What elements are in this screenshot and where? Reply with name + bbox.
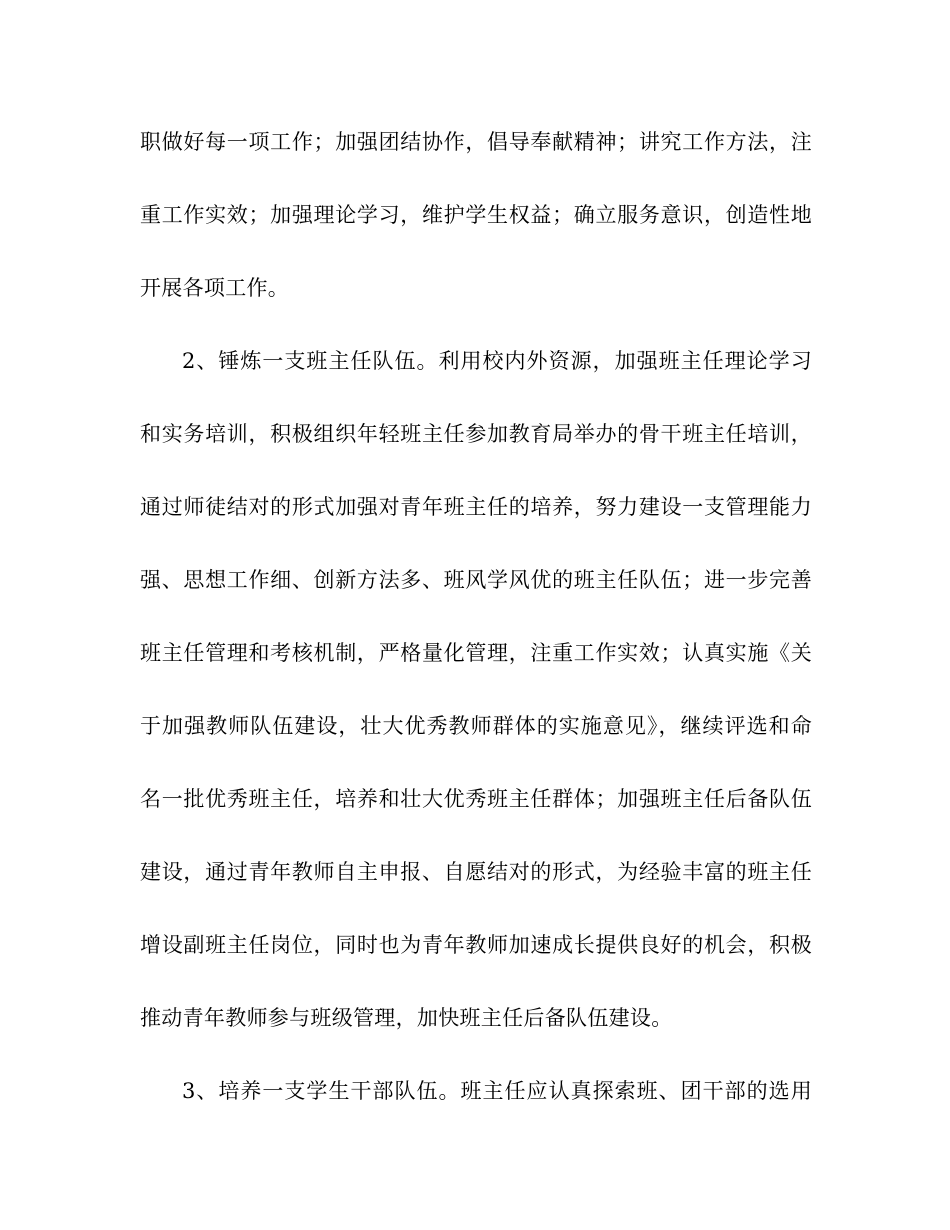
- paragraph-2-line-3: 通过师徒结对的形式加强对青年班主任的培养，努力建设一支管理能力: [140, 495, 812, 519]
- paragraph-2-line-4: 强、思想工作细、创新方法多、班风学风优的班主任队伍；进一步完善: [140, 568, 812, 592]
- paragraph-2-line-7: 名一批优秀班主任，培养和壮大优秀班主任群体；加强班主任后备队伍: [140, 787, 812, 811]
- paragraph-2-line-6: 于加强教师队伍建设，壮大优秀教师群体的实施意见》，继续评选和命: [140, 714, 812, 738]
- paragraph-1-line-3: 开展各项工作。: [140, 276, 290, 300]
- paragraph-2-line-2: 和实务培训，积极组织年轻班主任参加教育局举办的骨干班主任培训，: [140, 422, 812, 446]
- paragraph-2-line-5: 班主任管理和考核机制，严格量化管理，注重工作实效；认真实施《关: [140, 641, 812, 665]
- paragraph-1-line-2: 重工作实效；加强理论学习，维护学生权益；确立服务意识，创造性地: [140, 203, 812, 227]
- paragraph-2-line-10: 推动青年教师参与班级管理，加快班主任后备队伍建设。: [140, 1006, 673, 1030]
- paragraph-2-line-8: 建设，通过青年教师自主申报、自愿结对的形式，为经验丰富的班主任: [140, 860, 812, 884]
- paragraph-3-line-1: 3、培养一支学生干部队伍。班主任应认真探索班、团干部的选用: [182, 1079, 812, 1103]
- paragraph-2-line-9: 增设副班主任岗位，同时也为青年教师加速成长提供良好的机会，积极: [140, 933, 812, 957]
- paragraph-1-line-1: 职做好每一项工作；加强团结协作，倡导奉献精神；讲究工作方法，注: [140, 130, 812, 154]
- paragraph-2-line-1: 2、锤炼一支班主任队伍。利用校内外资源，加强班主任理论学习: [182, 349, 812, 373]
